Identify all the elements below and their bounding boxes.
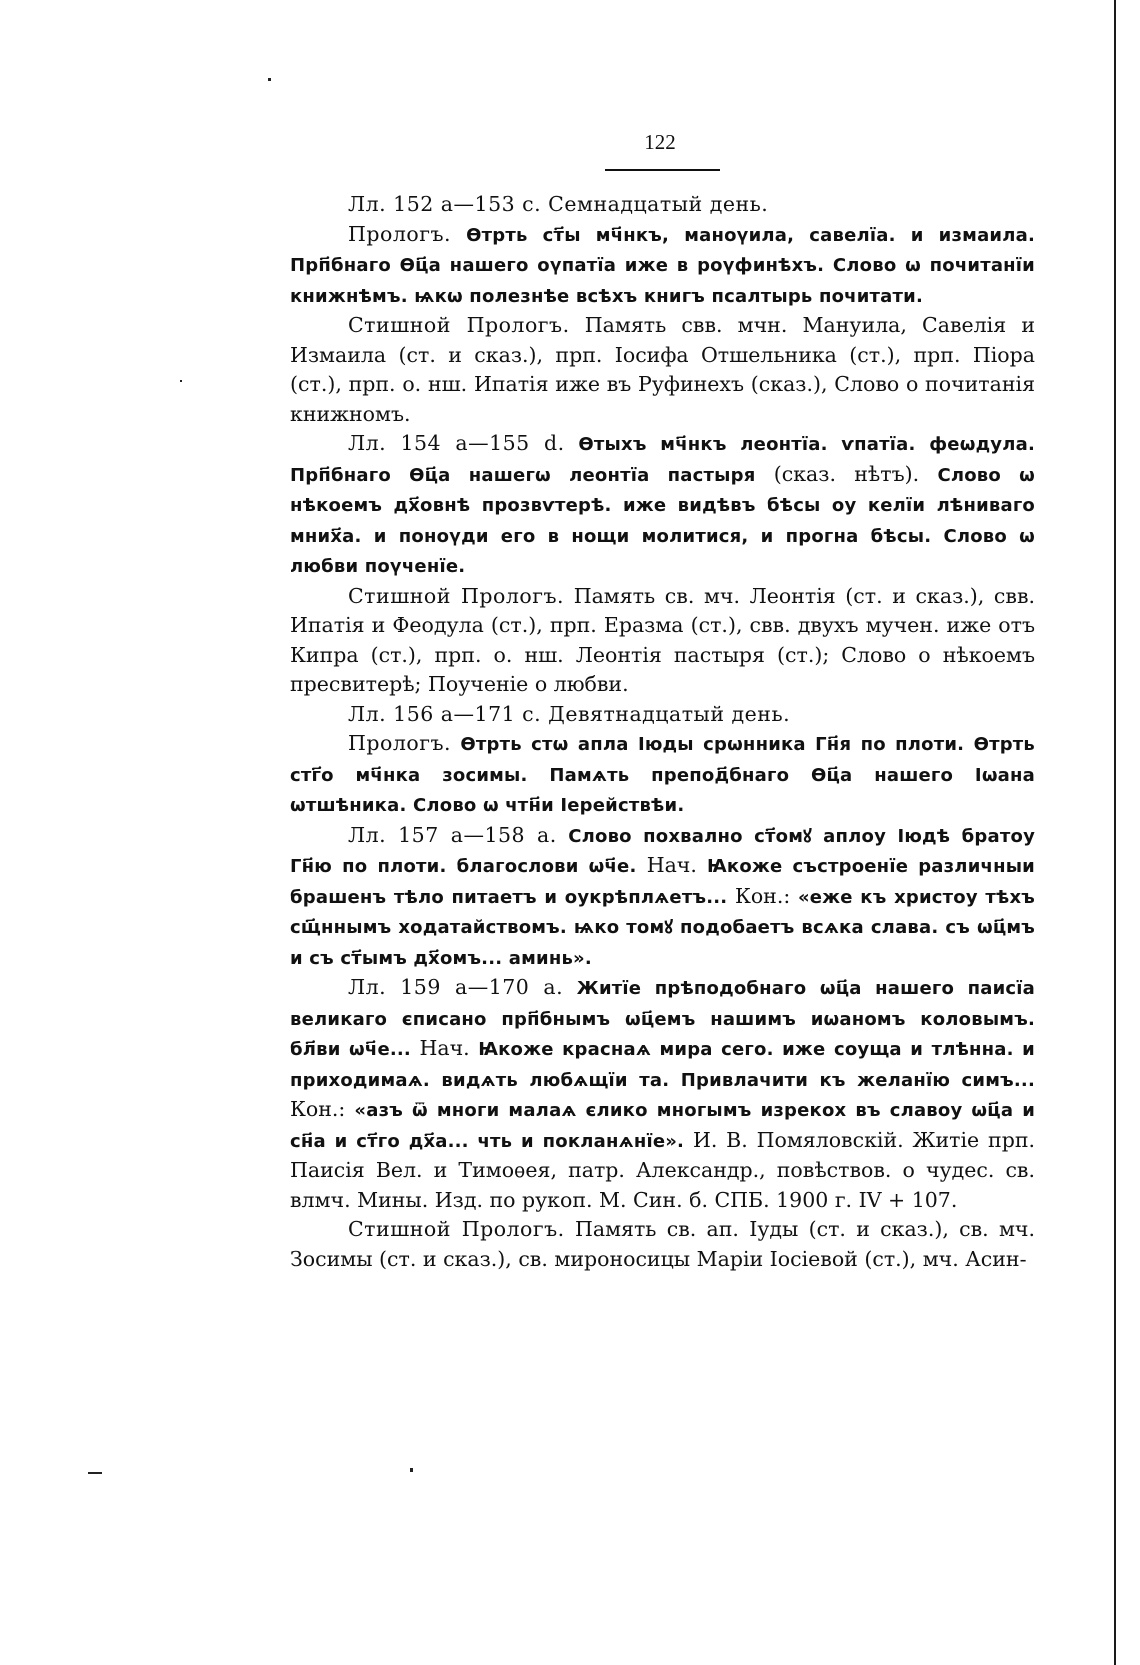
scan-speck — [88, 1472, 102, 1474]
text-run: И. В. Помяловскій. Житіе прп. Паисія Вел. и Тимоѳея, патр. Александр., повѣствов. о чудес. св. влмч. Мины. Изд. по рукоп. М. Син. б. СПБ. 1900 г. IV + 107. — [290, 1127, 1035, 1212]
scan-speck — [410, 1468, 413, 1472]
church-slavonic-text: Ꙗкоже състроенїе различныи брашенъ тѣло питаетъ и оукрѣплѧетъ... — [290, 856, 1035, 908]
church-slavonic-text: Слово похвално ст҃омꙋ аплоу Іюдѣ братоу Гн҃ю по плоти. благослови ѡч҃е. — [290, 825, 1035, 877]
church-slavonic-text: Житїе прѣподобнаго ѡц҃а нашего паисїа великаго єписано прп҃бнымъ ѡц҃емъ нашимъ иѡаномъ коловымъ. бл҃ви ѡч҃е... — [290, 978, 1035, 1060]
scan-speck — [180, 380, 182, 382]
paragraph — [290, 700, 1035, 730]
section-heading: Стишной Прологъ. — [348, 583, 565, 608]
page-number-rule — [605, 169, 720, 171]
folio-reference: Лл. 154 а—155 d. — [348, 431, 565, 455]
church-slavonic-text: «азъ ѿ многи малаѧ єлико многымъ изрекох въ славоу ѡц҃а и сн҃а и ст҃го дх҃а... чть и покланѧнїе». — [290, 1100, 1036, 1152]
paragraph — [290, 220, 1035, 312]
text-run: Кон.: — [290, 1097, 355, 1121]
section-heading: Стишной Прологъ. — [348, 1217, 565, 1241]
paragraph — [290, 429, 1035, 582]
section-heading: Прологъ. — [348, 731, 452, 755]
page-number: 122 — [644, 130, 676, 154]
section-heading: Стишной Прологъ. — [348, 313, 570, 337]
text-run: Нач. — [636, 853, 708, 877]
text-run: (сказ. нѣтъ). — [755, 461, 938, 486]
church-slavonic-text: Слово ѡ нѣкоемъ дх҃овнѣ прозвѵтерѣ. иже видѣвъ бѣсы оу келїи лѣниваго мних҃а. и поноүди его в нощи молитися, и прогна бѣсы. Слово ѡ любви поүченїе. — [290, 464, 1036, 577]
folio-reference: Лл. 159 а—170 а. — [348, 975, 564, 999]
paragraph — [290, 729, 1035, 821]
church-slavonic-text: Ѳтрть ст҃ы мч҃нкъ, маноүила, савелїа. и измаила. Прп҃бнаго Ѳц҃а нашего оүпатїа иже в роүфинѣхъ. Слово ѡ почитанїи книжнѣмъ. ѩкѡ полезнѣе всѣхъ книгъ псалтырь почитати. — [290, 224, 1035, 307]
paragraph — [290, 582, 1035, 700]
text-run: Память св. мч. Леонтія (ст. и сказ.), свв. Ипатія и Феодула (ст.), прп. Еразма (ст.), свв. двухъ мучен. иже отъ Кипра (ст.), прп. о. нш. Леонтія пастыря (ст.); Слово о нѣкоемъ пресвитерѣ; Поученіе о любви. — [290, 583, 1035, 696]
church-slavonic-text: «еже къ христоу тѣхъ сщ҃ннымъ ходатайствомъ. ѩко томꙋ подобаетъ всѧка слава. съ ѡц҃мъ и съ ст҃ымъ дх҃омъ... аминь». — [290, 886, 1036, 969]
paragraph — [290, 1215, 1035, 1274]
section-heading: Прологъ. — [348, 221, 452, 246]
church-slavonic-text: Ѳтрть стѡ апла Іюды срѡнника Гн҃я по плоти. Ѳтрть стг҃о мч҃нка зосимы. Памѧть препод҃бнаго Ѳц҃а нашего Іѡана ѡтшѣника. Слово ѡ чтн҃и Іерействѣи. — [290, 734, 1035, 816]
paragraph — [290, 821, 1035, 974]
text-run: Нач. — [410, 1036, 479, 1060]
church-slavonic-text: Ꙗкоже краснаѧ мира сего. иже соуща и тлѣнна. и приходимаѧ. видѧть любѧщїи та. Привлачити къ желанїю симъ... — [290, 1039, 1035, 1091]
page-edge-line — [1114, 0, 1116, 1665]
folio-reference: Лл. 152 а—153 с. Семнадцатый день. — [348, 192, 769, 216]
text-run: Память свв. мчн. Мануила, Савелія и Измаила (ст. и сказ.), прп. Іосифа Отшельника (ст.), прп. Піора (ст.), прп. о. нш. Ипатія иже въ Руфинехъ (сказ.), Слово о почитанія книжномъ. — [290, 313, 1035, 426]
church-slavonic-text: Ѳтыхъ мч҃нкъ леонтїа. ѵпатїа. феѡдула. Прп҃бнаго Ѳц҃а нашегѡ леонтїа пастыря — [290, 434, 1036, 486]
text-run: Память св. ап. Іуды (ст. и сказ.), св. мч. Зосимы (ст. и сказ.), св. мироносицы Маріи Іосіевой (ст.), мч. Асин- — [290, 1217, 1035, 1271]
paragraph — [290, 973, 1035, 1215]
folio-reference: Лл. 156 а—171 с. Девятнадцатый день. — [348, 701, 791, 726]
page-body-text — [290, 190, 1035, 1274]
text-run: Кон.: — [727, 883, 798, 908]
paragraph — [290, 190, 1035, 220]
paragraph — [290, 311, 1035, 429]
scan-speck — [268, 78, 271, 81]
folio-reference: Лл. 157 а—158 а. — [348, 822, 557, 847]
